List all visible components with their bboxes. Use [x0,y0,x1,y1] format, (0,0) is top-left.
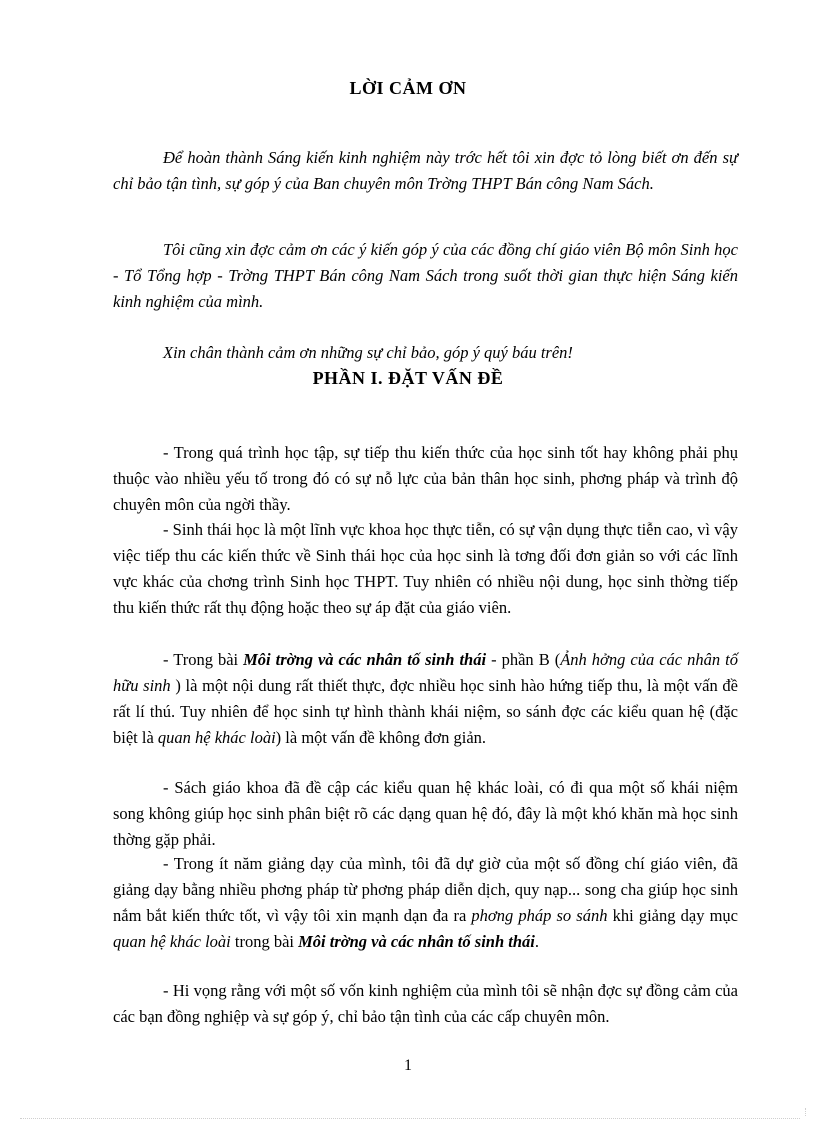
part1-paragraph-4: - Sách giáo khoa đã đề cập các kiểu quan hệ khác loài, có đi qua một số khái niệm song không giúp học sinh phân biệt rõ các dạng quan hệ đó, đây là một khó khăn mà học sinh thờng gặp phải. [113,778,738,849]
part1-paragraph-1: - Trong quá trình học tập, sự tiếp thu kiến thức của học sinh tốt hay không phải phụ thuộc vào nhiều yếu tố trong đó có sự nỗ lực của bản thân học sinh, phơng pháp và trình độ chuyên môn của ngời thầy. [113,443,738,514]
p5-text-a: - Trong ít năm giảng dạy của mình, tôi đã dự giờ của một số đồng chí giáo viên, đã giảng dạy bằng nhiều phơng pháp từ phơng pháp diễn dịch, quy nạp... song cha giúp học sinh nắm bắt kiến thức tốt, vì vậy tôi xin mạnh dạn đa ra [113,854,738,925]
part1-paragraph-5 [113,851,738,955]
p3-text-g: ) là một vấn đề không đơn giản. [275,728,487,747]
p5-text-g: . [534,932,539,951]
p5-lesson-title: Môi trờng và các nhân tố sinh thái [298,932,535,951]
part1-title: PHẦN I. ĐẶT VẤN ĐỀ [312,368,504,388]
p3-text-e: ) là một nội dung rất thiết thực, đợc nhiều học sinh hào hứng tiếp thu, là một vấn đề rất lí thú. Tuy nhiên để học sinh tự hình thành khái niệm, so sánh đợc các kiểu quan hệ (đặc biệt là [113,676,738,747]
acknowledgement-paragraph-3: Xin chân thành cảm ơn những sự chỉ bảo, góp ý quý báu trên! [163,343,573,362]
p3-term: quan hệ khác loài [157,728,276,747]
page-corner-mark [805,1108,814,1116]
acknowledgement-title: LỜI CẢM ƠN [349,78,467,98]
page-bottom-divider [20,1118,800,1119]
part1-paragraph-3 [113,647,738,751]
part1-paragraph-2: - Sinh thái học là một lĩnh vực khoa học thực tiễn, có sự vận dụng thực tiễn cao, vì vậy việc tiếp thu các kiến thức về Sinh thái học của học sinh là tơng đối đơn giản so với các lĩnh vực khác của chơng trình Sinh học THPT. Tuy nhiên có nhiều nội dung, học sinh thờng tiếp thu kiến thức rất thụ động hoặc theo sự áp đặt của giáo viên. [113,520,738,617]
acknowledgement-paragraph-1: Để hoàn thành Sáng kiến kinh nghiệm này trớc hết tôi xin đợc tỏ lòng biết ơn đến sự chỉ bảo tận tình, sự góp ý của Ban chuyên môn Trờng THPT Bán công Nam Sách. [113,148,738,193]
p3-text-c: - phần B ( [486,650,561,669]
p3-text-a: - Trong bài [163,650,244,669]
p5-term: quan hệ khác loài [113,932,231,951]
p3-section-title: Ảnh hởng của các nhân tố hữu sinh [113,650,738,695]
p5-text-e: trong bài [230,932,299,951]
p5-text-c: khi giảng dạy mục [607,906,738,925]
part1-paragraph-6: - Hi vọng rằng với một số vốn kinh nghiệm của mình tôi sẽ nhận đợc sự đồng cảm của các bạn đồng nghiệp và sự góp ý, chỉ bảo tận tình của các cấp chuyên môn. [113,981,738,1026]
acknowledgement-paragraph-2: Tôi cũng xin đợc cảm ơn các ý kiến góp ý của các đồng chí giáo viên Bộ môn Sinh học - Tổ Tổng hợp - Trờng THPT Bán công Nam Sách trong suốt thời gian thực hiện Sáng kiến kinh nghiệm của mình. [113,240,738,311]
p5-method: phơng pháp so sánh [471,906,608,925]
p3-lesson-title: Môi trờng và các nhân tố sinh thái [243,650,487,669]
page-number: 1 [404,1057,412,1074]
